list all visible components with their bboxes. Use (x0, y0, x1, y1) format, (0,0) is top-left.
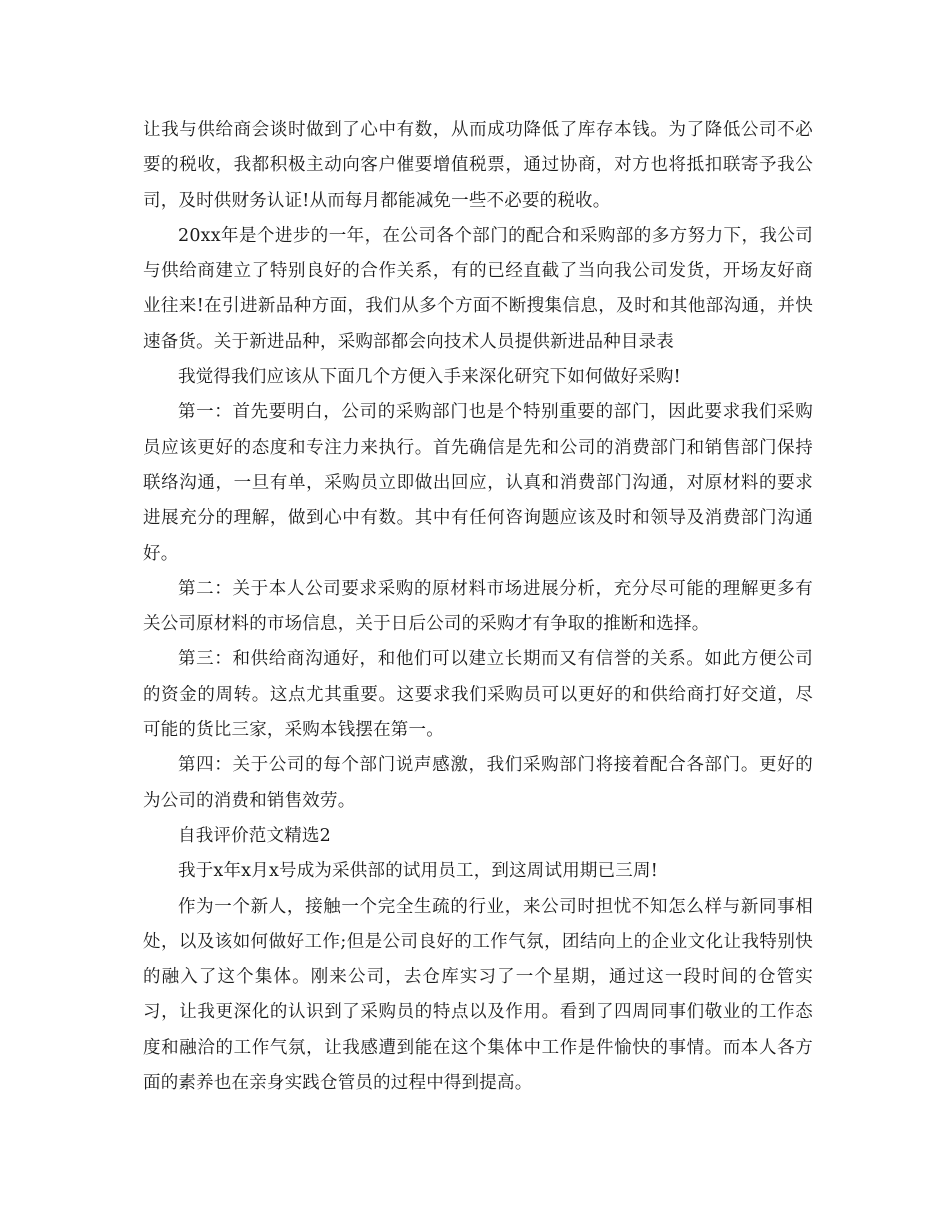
document-body (143, 113, 813, 1101)
paragraph-1: 让我与供给商会谈时做到了心中有数，从而成功降低了库存本钱。为了降低公司不必要的税收，我都积极主动向客户催要增值税票，通过协商，对方也将抵扣联寄予我公司，及时供财务认证!从而每月都能减免一些不必要的税收。 (143, 120, 813, 211)
paragraph-9: 我于x年x月x号成为采供部的试用员工，到这周试用期已三周! (178, 861, 658, 882)
paragraph-5: 第二：关于本人公司要求采购的原材料市场进展分析，充分尽可能的理解更多有关公司原材料的市场信息，关于日后公司的采购才有争取的推断和选择。 (143, 578, 813, 635)
paragraph-6: 第三：和供给商沟通好，和他们可以建立长期而又有信誉的关系。如此方便公司的资金的周转。这点尤其重要。这要求我们采购员可以更好的和供给商打好交道，尽可能的货比三家，采购本钱摆在第一。 (143, 649, 813, 741)
paragraph-3: 我觉得我们应该从下面几个方便入手来深化研究下如何做好采购! (178, 367, 681, 388)
paragraph-4: 第一：首先要明白，公司的采购部门也是个特别重要的部门，因此要求我们采购员应该更好的态度和专注力来执行。首先确信是先和公司的消费部门和销售部门保持联络沟通，一旦有单，采购员立即做出回应，认真和消费部门沟通，对原材料的要求进展充分的理解，做到心中有数。其中有任何咨询题应该及时和领导及消费部门沟通好。 (143, 402, 813, 564)
paragraph-10: 作为一个新人，接触一个完全生疏的行业，来公司时担忧不知怎么样与新同事相处，以及该如何做好工作;但是公司良好的工作气氛，团结向上的企业文化让我特别快的融入了这个集体。刚来公司，去仓库实习了一个星期，通过这一段时间的仓管实习，让我更深化的认识到了采购员的特点以及作用。看到了四周同事们敬业的工作态度和融洽的工作气氛，让我感遭到能在这个集体中工作是件愉快的事情。而本人各方面的素养也在亲身实践仓管员的过程中得到提高。 (143, 896, 813, 1094)
paragraph-2: 20xx年是个进步的一年，在公司各个部门的配合和采购部的多方努力下，我公司与供给商建立了特别良好的合作关系，有的已经直截了当向我公司发货，开场友好商业往来!在引进新品种方面，我们从多个方面不断搜集信息，及时和其他部沟通，并快速备货。关于新进品种，采购部都会向技术人员提供新进品种目录表 (143, 225, 813, 352)
paragraph-7: 第四：关于公司的每个部门说声感激，我们采购部门将接着配合各部门。更好的为公司的消费和销售效劳。 (143, 755, 813, 811)
section-heading: 自我评价范文精选2 (178, 825, 331, 846)
